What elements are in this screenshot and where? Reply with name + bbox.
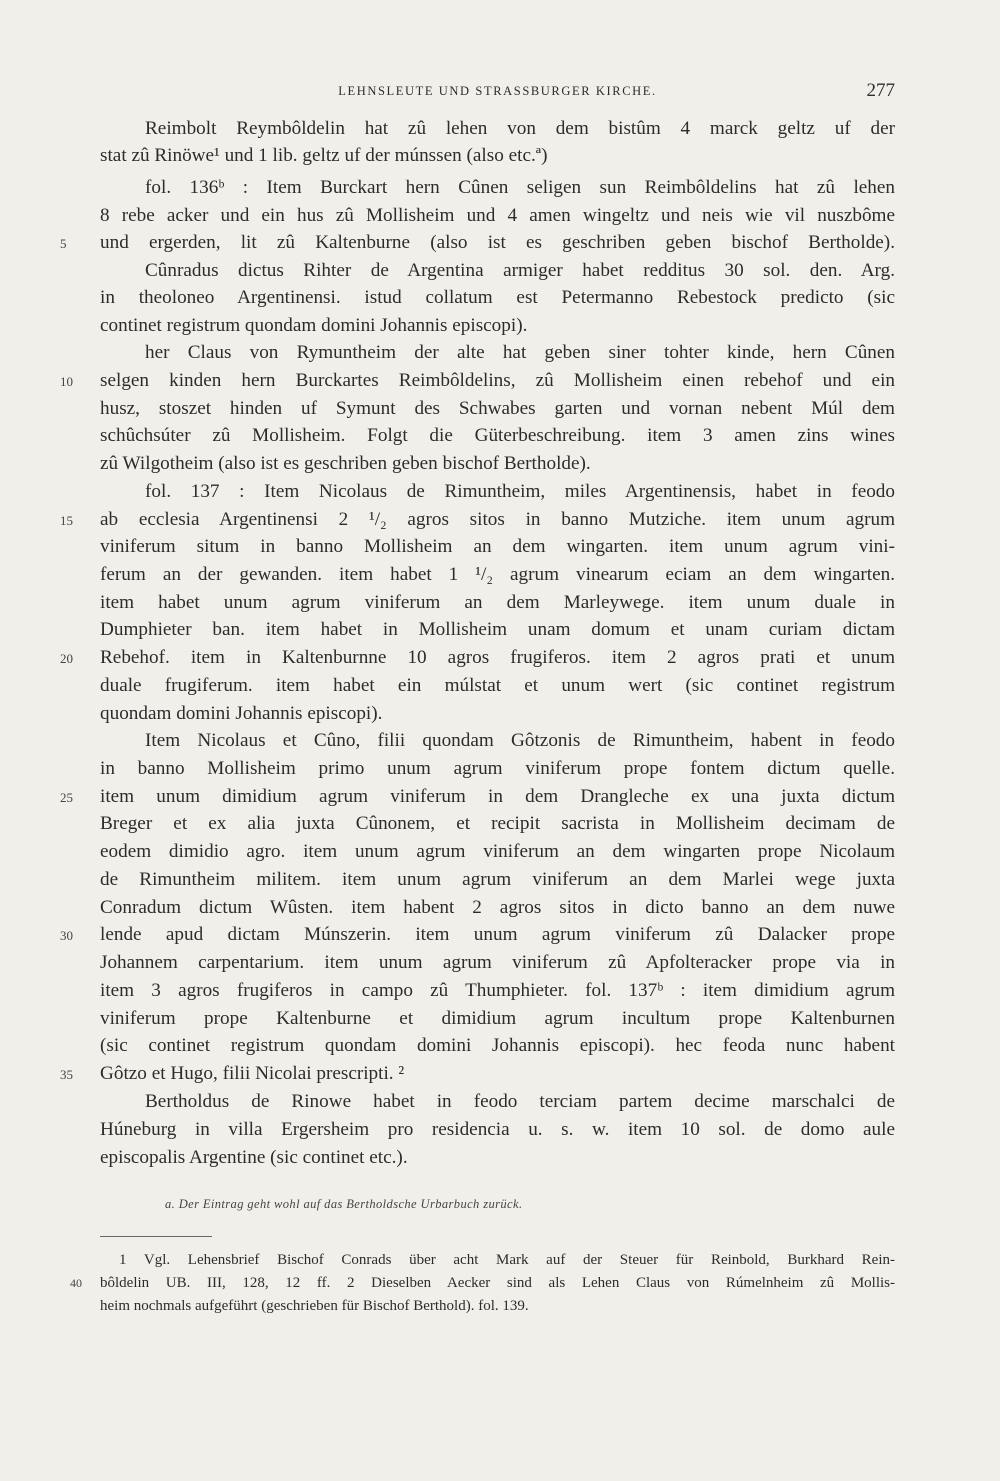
body-line: her Claus von Rymuntheim der alte hat geben siner tohter kinde, hern Cûnen xyxy=(145,342,895,363)
body-line: lende apud dictam Múnszerin. item unum agrum viniferum zû Dalacker prope xyxy=(100,924,895,945)
textual-note: a. Der Eintrag geht wohl auf das Bertholdsche Urbarbuch zurück. xyxy=(165,1197,523,1211)
footnote-line: heim nochmals aufgeführt (geschrieben für Bischof Berthold). fol. 139. xyxy=(100,1298,529,1314)
body-line: quondam domini Johannis episcopi). xyxy=(100,703,383,724)
body-line: husz, stoszet hinden uf Symunt des Schwabes garten und vornan nebent Múl dem xyxy=(100,398,895,419)
body-line: continet registrum quondam domini Johannis episcopi). xyxy=(100,315,528,336)
body-line: Cûnradus dictus Rihter de Argentina armiger habet redditus 30 sol. den. Arg. xyxy=(145,260,895,281)
body-line: Gôtzo et Hugo, filii Nicolai prescripti. ² xyxy=(100,1063,405,1084)
body-line: Breger et ex alia juxta Cûnonem, et recipit sacrista in Mollisheim decimam de xyxy=(100,813,895,834)
body-line: fol. 136ᵇ : Item Burckart hern Cûnen seligen sun Reimbôldelins hat zû lehen xyxy=(145,177,895,198)
footnote-line: bôldelin UB. III, 128, 12 ff. 2 Dieselben Aecker sind als Lehen Claus von Rúmelnheim zû Mollis- xyxy=(100,1275,895,1291)
body-line: fol. 137 : Item Nicolaus de Rimuntheim, miles Argentinensis, habet in feodo xyxy=(145,481,895,502)
body-line: viniferum prope Kaltenburne et dimidium agrum incultum prope Kaltenburnen xyxy=(100,1008,895,1029)
margin-line-number: 35 xyxy=(60,1067,73,1082)
body-line: Húneburg in villa Ergersheim pro residencia u. s. w. item 10 sol. de domo aule xyxy=(100,1119,895,1140)
body-line: stat zû Rinöwe¹ und 1 lib. geltz uf der múnssen (also etc.ª) xyxy=(100,145,548,166)
body-line: ferum an der gewanden. item habet 1 ¹/₂ agrum vinearum eciam an dem wingarten. xyxy=(100,564,895,585)
footnote-line: 1 Vgl. Lehensbrief Bischof Conrads über acht Mark auf der Steuer für Reinbold, Burkhard Rein- xyxy=(119,1252,895,1268)
margin-line-number: 30 xyxy=(60,928,73,943)
body-line: und ergerden, lit zû Kaltenburne (also ist es geschriben geben bischof Bertholde). xyxy=(100,232,895,253)
body-line: item 3 agros frugiferos in campo zû Thumphieter. fol. 137ᵇ : item dimidium agrum xyxy=(100,980,895,1001)
body-line: Conradum dictum Wûsten. item habent 2 agros sitos in dicto banno an dem nuwe xyxy=(100,897,895,918)
body-line: Dumphieter ban. item habet in Mollisheim unam domum et unam curiam dictam xyxy=(100,619,895,640)
margin-line-number: 40 xyxy=(70,1276,82,1290)
margin-line-number: 25 xyxy=(60,790,73,805)
body-line: (sic continet registrum quondam domini Johannis episcopi). hec feoda nunc habent xyxy=(100,1035,895,1056)
running-head xyxy=(100,80,895,102)
margin-line-number: 5 xyxy=(60,236,67,251)
margin-line-number: 15 xyxy=(60,513,73,528)
page-number: 277 xyxy=(866,80,895,101)
margin-line-number: 10 xyxy=(60,374,73,389)
body-line: item habet unum agrum viniferum an dem Marleywege. item unum duale in xyxy=(100,592,895,613)
body-line: Item Nicolaus et Cûno, filii quondam Gôtzonis de Rimuntheim, habent in feodo xyxy=(145,730,895,751)
body-line: selgen kinden hern Burckartes Reimbôldelins, zû Mollisheim einen rebehof und ein xyxy=(100,370,895,391)
body-line: Bertholdus de Rinowe habet in feodo terciam partem decime marschalci de xyxy=(145,1091,895,1112)
body-line: schûchsúter zû Mollisheim. Folgt die Güterbeschreibung. item 3 amen zins wines xyxy=(100,425,895,446)
body-line: episcopalis Argentine (sic continet etc.). xyxy=(100,1147,408,1168)
body-line: eodem dimidio agro. item unum agrum viniferum an dem wingarten prope Nicolaum xyxy=(100,841,895,862)
margin-line-number: 20 xyxy=(60,651,73,666)
footnote-separator xyxy=(100,1236,212,1237)
body-line: 8 rebe acker und ein hus zû Mollisheim und 4 amen wingeltz und neis wie vil nuszbôme xyxy=(100,205,895,226)
body-line: duale frugiferum. item habet ein múlstat et unum wert (sic continet registrum xyxy=(100,675,895,696)
body-line: zû Wilgotheim (also ist es geschriben geben bischof Bertholde). xyxy=(100,453,591,474)
body-line: Johannem carpentarium. item unum agrum viniferum zû Apfolteracker prope via in xyxy=(100,952,895,973)
running-title: LEHNSLEUTE UND STRASSBURGER KIRCHE. xyxy=(338,84,657,98)
body-line: in banno Mollisheim primo unum agrum viniferum prope fontem dictum quelle. xyxy=(100,758,895,779)
body-line: in theoloneo Argentinensi. istud collatum est Petermanno Rebestock predicto (sic xyxy=(100,287,895,308)
body-line: item unum dimidium agrum viniferum in dem Drangleche ex una juxta dictum xyxy=(100,786,895,807)
body-line: de Rimuntheim militem. item unum agrum viniferum an dem Marlei wege juxta xyxy=(100,869,895,890)
body-line: ab ecclesia Argentinensi 2 ¹/₂ agros sitos in banno Mutziche. item unum agrum xyxy=(100,509,895,530)
body-line: Reimbolt Reymbôldelin hat zû lehen von dem bistûm 4 marck geltz uf der xyxy=(145,118,895,139)
body-line: viniferum situm in banno Mollisheim an dem wingarten. item unum agrum vini- xyxy=(100,536,895,557)
body-line: Rebehof. item in Kaltenburnne 10 agros frugiferos. item 2 agros prati et unum xyxy=(100,647,895,668)
